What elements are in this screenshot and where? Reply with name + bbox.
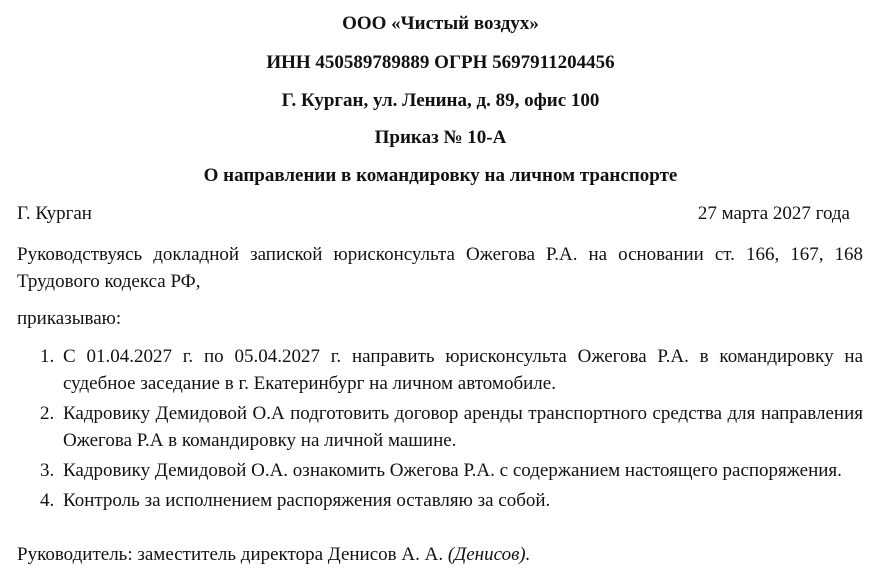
list-item: [0, 487, 863, 514]
place: Г. Курган: [17, 203, 92, 224]
signature-name: (Денисов).: [447, 544, 531, 565]
item-text: Кадровику Демидовой О.А. ознакомить Ожегова Р.А. с содержанием настоящего распоряжения.: [63, 460, 842, 481]
preamble: Руководствуясь докладной запиской юрисконсульта Ожегова Р.А. на основании ст. 166, 167, 168 Трудового кодекса РФ,: [17, 244, 863, 292]
list-item: [0, 343, 863, 397]
order-subject: О направлении в командировку на личном транспорте: [203, 165, 678, 186]
item-number: 1.: [40, 346, 55, 367]
company-address: Г. Курган, ул. Ленина, д. 89, офис 100: [281, 90, 600, 111]
signature-text: Руководитель: заместитель директора Денисов А. А.: [17, 544, 444, 565]
item-text: Кадровику Демидовой О.А подготовить договор аренды транспортного средства для направления Ожегова Р.А в командировку на личной машине.: [63, 403, 863, 451]
order-items: [0, 343, 863, 517]
list-item: [0, 400, 863, 454]
order-word: приказываю:: [17, 308, 122, 329]
item-number: 3.: [40, 460, 55, 481]
company-name: ООО «Чистый воздух»: [342, 13, 539, 34]
date: 27 марта 2027 года: [697, 203, 850, 224]
item-number: 4.: [40, 490, 55, 511]
list-item: [0, 457, 863, 484]
item-text: С 01.04.2027 г. по 05.04.2027 г. направить юрисконсульта Ожегова Р.А. в командировку на судебное заседание в г. Екатеринбург на личном автомобиле.: [63, 346, 863, 394]
item-text: Контроль за исполнением распоряжения оставляю за собой.: [63, 490, 551, 511]
signature-line: [17, 544, 530, 566]
order-title: Приказ № 10-А: [374, 127, 507, 148]
company-ids: ИНН 450589789889 ОГРН 5697911204456: [266, 52, 615, 73]
item-number: 2.: [40, 403, 55, 424]
